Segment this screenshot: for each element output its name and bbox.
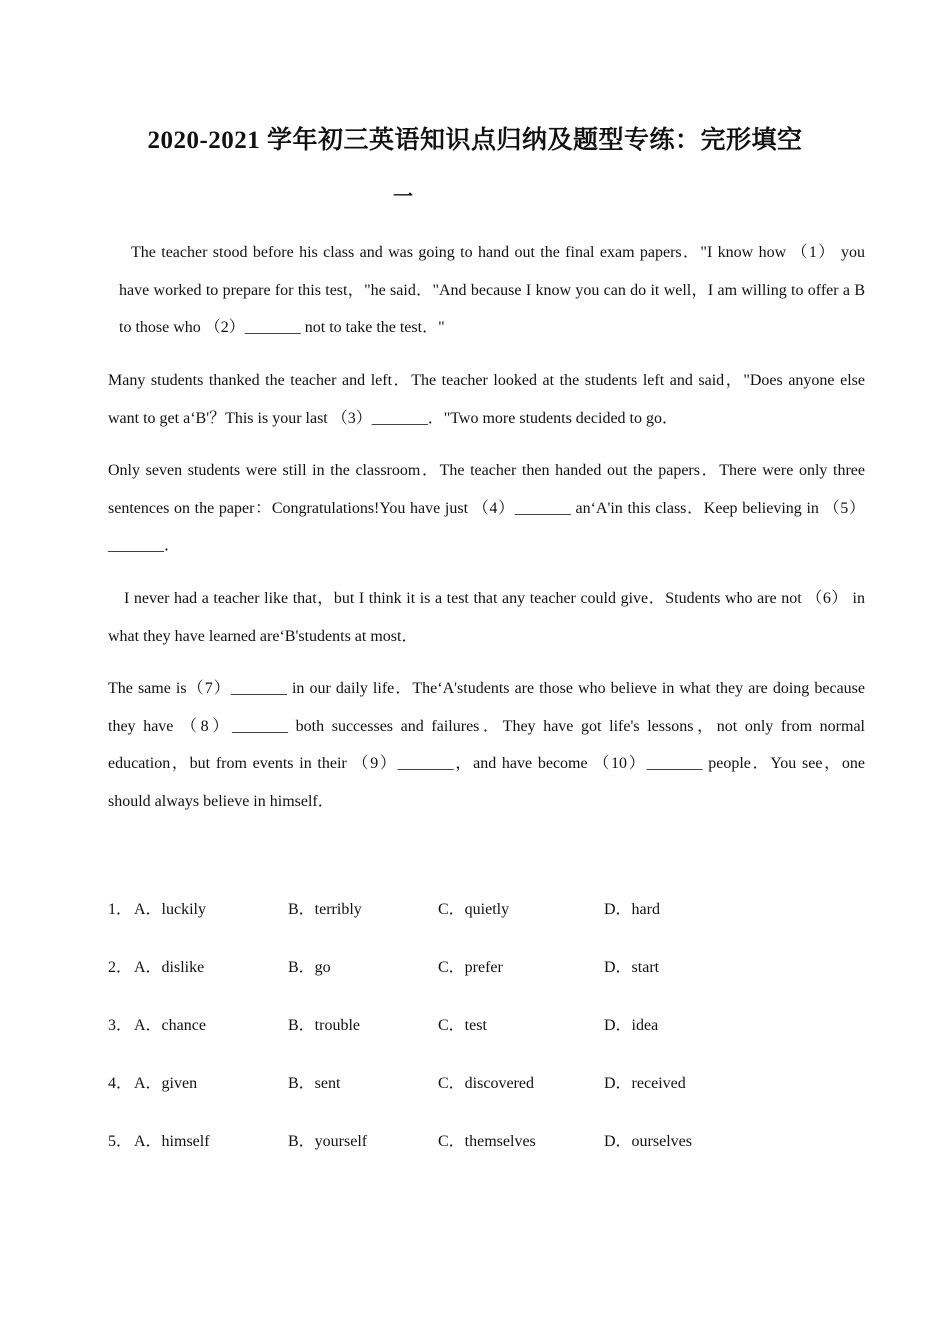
option-c: C．quietly (438, 901, 510, 918)
question-number: 3． (108, 1017, 133, 1034)
question-number: 4． (108, 1075, 133, 1092)
passage-paragraph: Many students thanked the teacher and left．The teacher looked at the students left and said，"Does anyone else want to get a‘B'？This is your last （3）_______．"Two more students decided to go． (108, 372, 865, 427)
passage-paragraph: The same is（7）_______ in our daily life．The‘A'students are those who believe in what they are doing because they have （8）_______ both successes and failures．They have got life's lessons，not only from normal education，but from events in their （9）_______，and have become （10）_______ people．You see，one should always believe in himself． (108, 680, 865, 810)
question-row (108, 1125, 865, 1183)
option-a: A．luckily (134, 901, 206, 918)
passage-paragraph: I never had a teacher like that，but I think it is a test that any teacher could give．Students who are not （6） in what they have learned are‘B'students at most． (108, 590, 865, 645)
option-a: A．given (134, 1075, 198, 1092)
option-d: D．hard (604, 901, 660, 918)
option-d: D．received (604, 1075, 686, 1092)
document-title: 2020-2021 学年初三英语知识点归纳及题型专练：完形填空 (147, 127, 803, 154)
question-row (108, 1067, 865, 1125)
option-d: D．idea (604, 1017, 659, 1034)
option-a: A．chance (134, 1017, 206, 1034)
question-number: 5． (108, 1133, 133, 1150)
option-c: C．themselves (438, 1133, 536, 1150)
question-options-list (108, 893, 865, 1183)
option-b: B．terribly (288, 901, 362, 918)
question-row (108, 951, 865, 1009)
question-number: 2． (108, 959, 133, 976)
option-c: C．test (438, 1017, 487, 1034)
option-d: D．start (604, 959, 660, 976)
option-b: B．yourself (288, 1133, 368, 1150)
option-b: B．trouble (288, 1017, 360, 1034)
question-row (108, 893, 865, 951)
option-d: D．ourselves (604, 1133, 692, 1150)
passage-paragraph: The teacher stood before his class and was going to hand out the final exam papers．"I know how （1） you have worked to prepare for this test，"he said．"And because I know you can do it well，I am willing to offer a B to those who （2）_______ not to take the test．" (119, 244, 865, 336)
question-row (108, 1009, 865, 1067)
option-b: B．sent (288, 1075, 341, 1092)
option-c: C．discovered (438, 1075, 534, 1092)
option-c: C．prefer (438, 959, 503, 976)
section-number: 一 (393, 186, 413, 208)
option-b: B．go (288, 959, 331, 976)
passage-paragraph: Only seven students were still in the classroom．The teacher then handed out the papers．There were only three sentences on the paper：Congratulations!You have just （4）_______ an‘A'in this class．Keep believing in （5）_______． (108, 462, 866, 554)
question-number: 1． (108, 901, 133, 918)
option-a: A．dislike (134, 959, 205, 976)
option-a: A．himself (134, 1133, 210, 1150)
